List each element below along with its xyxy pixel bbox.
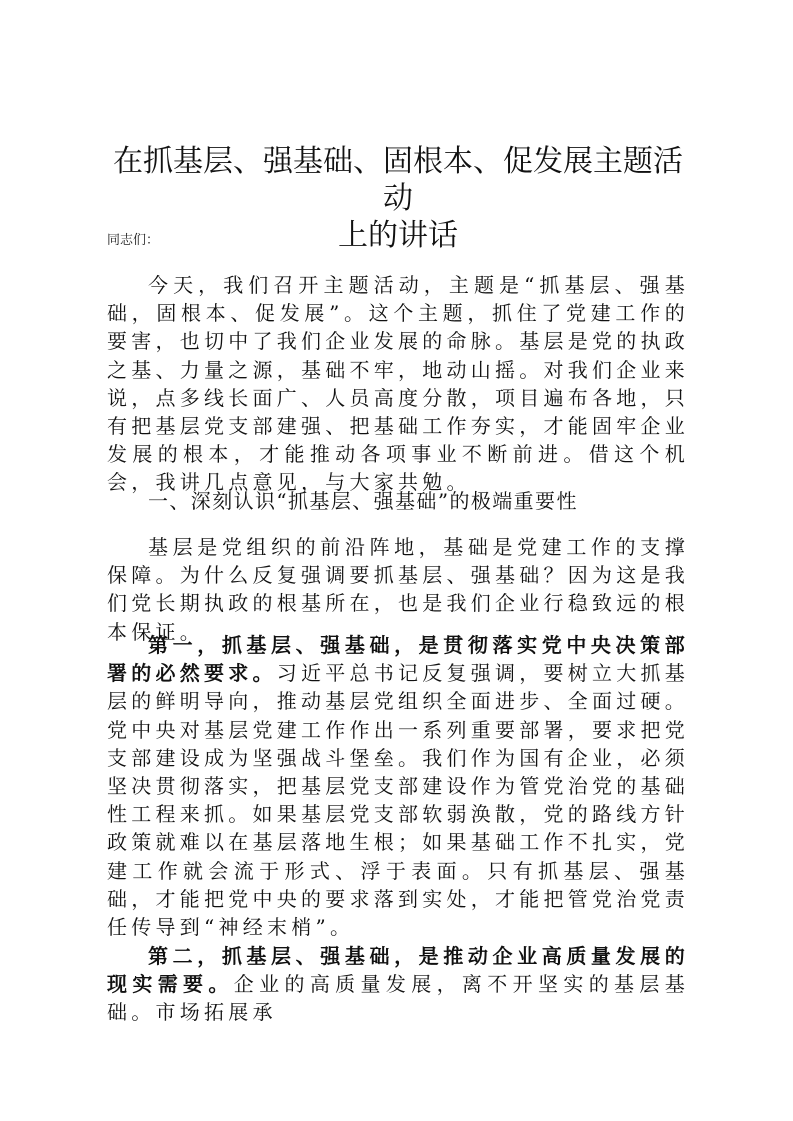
point-1-paragraph: [107, 631, 689, 941]
point-2-lead: 第二，抓基层、强基础，是推动企业高质量发展的现实需要。: [107, 944, 689, 997]
section-1-intro-paragraph: 基层是党组织的前沿阵地，基础是党建工作的支撑保障。为什么反复强调要抓基层、强基础？因为这是我们党长期执政的根基所在，也是我们企业行稳致远的根本保证。: [107, 535, 689, 644]
point-1-body: 习近平总书记反复强调，要树立大抓基层的鲜明导向，推动基层党组织全面进步、全面过硬。党中央对基层党建工作作出一系列重要部署，要求把党支部建设成为坚强战斗堡垒。我们作为国有企业，必须坚决贯彻落实，把基层党支部建设作为管党治党的基础性工程来抓。如果基层党支部软弱涣散，党的路线方针政策就难以在基层落地生根；如果基础工作不扎实，党建工作就会流于形式、浮于表面。只有抓基层、强基础，才能把党中央的要求落到实处，才能把管党治党责任传导到“神经末梢”。: [107, 661, 689, 940]
point-1-lead: 第一，抓基层、强基础，是贯彻落实党中央决策部署的必然要求。: [107, 633, 689, 686]
point-2-body: 企业的高质量发展，离不开坚实的基层基础。市场拓展承: [107, 972, 690, 1025]
title-line-2: 上的讲话: [338, 218, 458, 253]
salutation: 同志们：: [107, 233, 160, 248]
opening-paragraph: 今天，我们召开主题活动，主题是“抓基层、强基础，固根本、促发展”。这个主题，抓住了党建工作的要害，也切中了我们企业发展的命脉。基层是党的执政之基、力量之源，基础不牢，地动山摇。对我们企业来说，点多线长面广、人员高度分散，项目遍布各地，只有把基层党支部建强、把基础工作夯实，才能固牢企业发展的根本，才能推动各项事业不断前进。借这个机会，我讲几点意见，与大家共勉。: [107, 273, 689, 495]
point-2-paragraph: [107, 942, 689, 1027]
section-heading-1: 一、深刻认识“抓基层、强基础”的极端重要性: [148, 489, 578, 513]
title-line-1: 在抓基层、强基础、固根本、促发展主题活动: [113, 144, 683, 216]
document-title: [107, 143, 689, 254]
